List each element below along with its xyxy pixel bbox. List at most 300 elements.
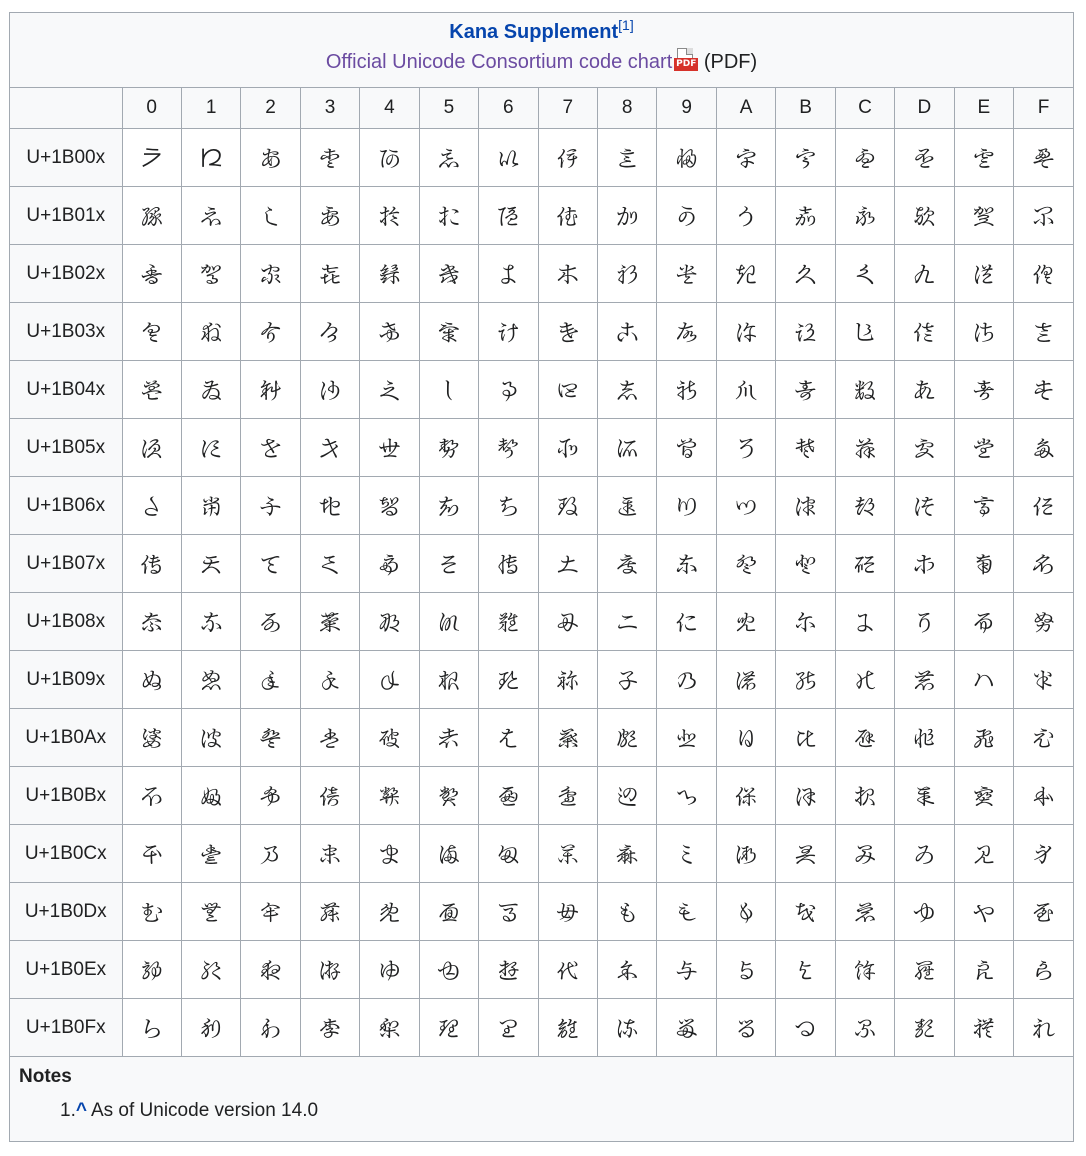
- character-cell[interactable]: 𛀲: [241, 303, 300, 361]
- character-cell[interactable]: 𛀵: [419, 303, 478, 361]
- character-cell[interactable]: 𛁡: [181, 477, 240, 535]
- character-cell[interactable]: 𛃰: [122, 999, 181, 1057]
- character-cell[interactable]: 𛀫: [776, 245, 835, 303]
- character-cell[interactable]: 𛀻: [776, 303, 835, 361]
- character-cell[interactable]: 𛃵: [419, 999, 478, 1057]
- character-cell[interactable]: 𛂓: [300, 651, 359, 709]
- character-cell[interactable]: 𛀠: [122, 245, 181, 303]
- character-cell[interactable]: 𛁱: [181, 535, 240, 593]
- character-cell[interactable]: 𛁴: [360, 535, 419, 593]
- character-cell[interactable]: 𛀍: [895, 129, 954, 187]
- character-cell[interactable]: 𛃯: [1014, 941, 1073, 999]
- character-cell[interactable]: 𛁣: [300, 477, 359, 535]
- character-cell[interactable]: 𛃩: [657, 941, 716, 999]
- character-cell[interactable]: 𛂉: [657, 593, 716, 651]
- character-cell[interactable]: 𛀘: [598, 187, 657, 245]
- character-cell[interactable]: 𛀱: [181, 303, 240, 361]
- character-cell[interactable]: 𛃆: [479, 825, 538, 883]
- character-cell[interactable]: 𛀶: [479, 303, 538, 361]
- character-cell[interactable]: 𛀑: [181, 187, 240, 245]
- character-cell[interactable]: 𛃔: [360, 883, 419, 941]
- character-cell[interactable]: 𛂶: [479, 767, 538, 825]
- character-cell[interactable]: 𛂊: [716, 593, 775, 651]
- character-cell[interactable]: 𛁇: [538, 361, 597, 419]
- character-cell[interactable]: 𛀹: [657, 303, 716, 361]
- character-cell[interactable]: 𛀀: [122, 129, 181, 187]
- character-cell[interactable]: 𛃉: [657, 825, 716, 883]
- character-cell[interactable]: 𛂖: [479, 651, 538, 709]
- row-header: U+1B01x: [10, 187, 122, 245]
- column-header: 3: [300, 88, 359, 129]
- character-cell[interactable]: 𛃦: [479, 941, 538, 999]
- character-cell[interactable]: 𛀃: [300, 129, 359, 187]
- character-cell[interactable]: 𛀼: [835, 303, 894, 361]
- character-cell[interactable]: 𛂍: [895, 593, 954, 651]
- character-cell[interactable]: 𛀊: [716, 129, 775, 187]
- character-cell[interactable]: 𛂄: [360, 593, 419, 651]
- character-cell[interactable]: 𛂲: [241, 767, 300, 825]
- character-cell[interactable]: 𛂳: [300, 767, 359, 825]
- character-cell[interactable]: 𛃠: [122, 941, 181, 999]
- chart-caption: [10, 13, 1073, 88]
- character-cell[interactable]: 𛂾: [954, 767, 1013, 825]
- character-cell[interactable]: 𛃸: [598, 999, 657, 1057]
- character-cell[interactable]: 𛃁: [181, 825, 240, 883]
- row-header: U+1B0Bx: [10, 767, 122, 825]
- character-cell[interactable]: 𛀩: [657, 245, 716, 303]
- character-cell[interactable]: 𛂞: [954, 651, 1013, 709]
- code-chart-link[interactable]: Official Unicode Consortium code chart: [325, 51, 673, 73]
- character-cell[interactable]: 𛀕: [419, 187, 478, 245]
- character-cell[interactable]: 𛀪: [716, 245, 775, 303]
- character-cell[interactable]: 𛁢: [241, 477, 300, 535]
- column-header: 7: [538, 88, 597, 129]
- character-cell[interactable]: 𛁄: [360, 361, 419, 419]
- character-cell[interactable]: 𛀽: [895, 303, 954, 361]
- character-cell[interactable]: 𛃅: [419, 825, 478, 883]
- character-cell[interactable]: 𛃄: [360, 825, 419, 883]
- character-cell[interactable]: 𛁦: [479, 477, 538, 535]
- character-cell[interactable]: 𛃡: [181, 941, 240, 999]
- character-cell[interactable]: 𛀮: [954, 245, 1013, 303]
- column-header: C: [835, 88, 894, 129]
- character-cell[interactable]: 𛂬: [835, 709, 894, 767]
- character-cell[interactable]: 𛁕: [419, 419, 478, 477]
- chart-title-line: [10, 18, 1073, 46]
- character-cell[interactable]: 𛁗: [538, 419, 597, 477]
- character-cell[interactable]: 𛂴: [360, 767, 419, 825]
- character-cell[interactable]: 𛁿: [1014, 535, 1073, 593]
- notes-list: [19, 1099, 1063, 1123]
- character-cell[interactable]: 𛁖: [479, 419, 538, 477]
- character-cell[interactable]: 𛁭: [895, 477, 954, 535]
- character-cell[interactable]: 𛃌: [835, 825, 894, 883]
- character-cell[interactable]: 𛁨: [598, 477, 657, 535]
- character-cell[interactable]: 𛃋: [776, 825, 835, 883]
- pdf-label: (PDF): [703, 51, 758, 73]
- character-cell[interactable]: 𛂙: [657, 651, 716, 709]
- character-cell[interactable]: 𛁲: [241, 535, 300, 593]
- character-cell[interactable]: 𛁛: [776, 419, 835, 477]
- character-cell[interactable]: 𛂺: [716, 767, 775, 825]
- character-cell[interactable]: 𛀒: [241, 187, 300, 245]
- character-cell[interactable]: 𛁀: [122, 361, 181, 419]
- character-cell[interactable]: 𛁉: [657, 361, 716, 419]
- column-header: F: [1014, 88, 1073, 129]
- character-cell[interactable]: 𛂫: [776, 709, 835, 767]
- column-header: E: [954, 88, 1013, 129]
- character-cell[interactable]: 𛃕: [419, 883, 478, 941]
- character-cell[interactable]: 𛃝: [895, 883, 954, 941]
- character-cell[interactable]: 𛀄: [360, 129, 419, 187]
- character-cell[interactable]: 𛂡: [181, 709, 240, 767]
- character-cell[interactable]: 𛂗: [538, 651, 597, 709]
- character-cell[interactable]: 𛂘: [598, 651, 657, 709]
- character-cell[interactable]: 𛃥: [419, 941, 478, 999]
- character-cell[interactable]: 𛁅: [419, 361, 478, 419]
- character-cell[interactable]: 𛀗: [538, 187, 597, 245]
- character-cell[interactable]: 𛃢: [241, 941, 300, 999]
- character-cell[interactable]: 𛁞: [954, 419, 1013, 477]
- character-cell[interactable]: 𛂌: [835, 593, 894, 651]
- character-cell[interactable]: 𛂝: [895, 651, 954, 709]
- table-row: [10, 651, 1073, 709]
- character-cell[interactable]: 𛂤: [360, 709, 419, 767]
- character-cell[interactable]: 𛃱: [181, 999, 240, 1057]
- character-cell[interactable]: 𛂕: [419, 651, 478, 709]
- table-row: [10, 187, 1073, 245]
- character-cell[interactable]: 𛀯: [1014, 245, 1073, 303]
- character-cell[interactable]: 𛂵: [419, 767, 478, 825]
- character-cell[interactable]: 𛀏: [1014, 129, 1073, 187]
- character-cell[interactable]: 𛀺: [716, 303, 775, 361]
- character-cell[interactable]: 𛀙: [657, 187, 716, 245]
- character-cell[interactable]: 𛂰: [122, 767, 181, 825]
- character-cell[interactable]: 𛀇: [538, 129, 597, 187]
- character-cell[interactable]: 𛃎: [954, 825, 1013, 883]
- character-cell[interactable]: 𛂹: [657, 767, 716, 825]
- character-cell[interactable]: 𛀅: [419, 129, 478, 187]
- character-cell[interactable]: 𛃜: [835, 883, 894, 941]
- character-cell[interactable]: 𛀬: [835, 245, 894, 303]
- character-cell[interactable]: 𛂂: [241, 593, 300, 651]
- character-cell[interactable]: 𛀳: [300, 303, 359, 361]
- character-cell[interactable]: 𛂁: [181, 593, 240, 651]
- character-cell[interactable]: 𛁝: [895, 419, 954, 477]
- character-cell[interactable]: 𛂈: [598, 593, 657, 651]
- character-cell[interactable]: 𛁑: [181, 419, 240, 477]
- character-cell[interactable]: 𛁊: [716, 361, 775, 419]
- character-cell[interactable]: 𛃖: [479, 883, 538, 941]
- character-cell[interactable]: 𛁧: [538, 477, 597, 535]
- character-cell[interactable]: 𛂨: [598, 709, 657, 767]
- character-cell[interactable]: 𛂅: [419, 593, 478, 651]
- table-row: [10, 303, 1073, 361]
- character-cell[interactable]: 𛃘: [598, 883, 657, 941]
- character-cell[interactable]: 𛃴: [360, 999, 419, 1057]
- row-header: U+1B09x: [10, 651, 122, 709]
- character-cell[interactable]: 𛁈: [598, 361, 657, 419]
- character-cell[interactable]: 𛁹: [657, 535, 716, 593]
- note-backlink[interactable]: ^: [75, 1100, 87, 1121]
- character-cell[interactable]: 𛀴: [360, 303, 419, 361]
- character-cell[interactable]: 𛂩: [657, 709, 716, 767]
- character-cell[interactable]: 𛃳: [300, 999, 359, 1057]
- character-cell[interactable]: 𛁋: [776, 361, 835, 419]
- character-cell[interactable]: 𛂿: [1014, 767, 1073, 825]
- character-cell[interactable]: 𛂋: [776, 593, 835, 651]
- character-cell[interactable]: 𛃗: [538, 883, 597, 941]
- column-header: 8: [598, 88, 657, 129]
- character-cell[interactable]: 𛀚: [716, 187, 775, 245]
- character-cell[interactable]: 𛃹: [657, 999, 716, 1057]
- character-cell[interactable]: 𛃤: [360, 941, 419, 999]
- character-cell[interactable]: 𛃼: [835, 999, 894, 1057]
- character-cell[interactable]: 𛃬: [835, 941, 894, 999]
- character-cell[interactable]: 𛁼: [835, 535, 894, 593]
- character-cell[interactable]: 𛂮: [954, 709, 1013, 767]
- character-cell[interactable]: 𛁬: [835, 477, 894, 535]
- row-header: U+1B06x: [10, 477, 122, 535]
- column-header: 2: [241, 88, 300, 129]
- column-header: 9: [657, 88, 716, 129]
- character-cell[interactable]: 𛃛: [776, 883, 835, 941]
- character-cell[interactable]: 𛂏: [1014, 593, 1073, 651]
- character-cell[interactable]: 𛂟: [1014, 651, 1073, 709]
- character-cell[interactable]: 𛁔: [360, 419, 419, 477]
- kana-supplement-chart: [9, 12, 1074, 1142]
- character-cell[interactable]: 𛁃: [300, 361, 359, 419]
- character-cell[interactable]: 𛀈: [598, 129, 657, 187]
- character-cell[interactable]: 𛁜: [835, 419, 894, 477]
- row-header: U+1B08x: [10, 593, 122, 651]
- character-cell[interactable]: 𛁙: [657, 419, 716, 477]
- character-cell[interactable]: 𛀣: [300, 245, 359, 303]
- character-cell[interactable]: 𛂷: [538, 767, 597, 825]
- character-cell[interactable]: 𛃂: [241, 825, 300, 883]
- character-cell[interactable]: 𛂸: [598, 767, 657, 825]
- character-cell[interactable]: 𛀸: [598, 303, 657, 361]
- character-cell[interactable]: 𛃐: [122, 883, 181, 941]
- character-cell[interactable]: 𛂆: [479, 593, 538, 651]
- character-cell[interactable]: 𛂣: [300, 709, 359, 767]
- character-cell[interactable]: 𛁽: [895, 535, 954, 593]
- table-row: [10, 129, 1073, 187]
- character-cell[interactable]: 𛁎: [954, 361, 1013, 419]
- character-cell[interactable]: 𛃊: [716, 825, 775, 883]
- character-cell[interactable]: 𛁾: [954, 535, 1013, 593]
- table-row: [10, 767, 1073, 825]
- character-cell[interactable]: 𛁻: [776, 535, 835, 593]
- character-cell[interactable]: 𛁮: [954, 477, 1013, 535]
- character-cell[interactable]: 𛃟: [1014, 883, 1073, 941]
- row-header: U+1B0Ax: [10, 709, 122, 767]
- character-cell[interactable]: 𛃫: [776, 941, 835, 999]
- character-cell[interactable]: 𛁌: [835, 361, 894, 419]
- character-cell[interactable]: 𛂀: [122, 593, 181, 651]
- code-point-rows: [10, 129, 1073, 1057]
- character-cell[interactable]: 𛁓: [300, 419, 359, 477]
- code-point-table: [10, 88, 1073, 1057]
- column-header: 6: [479, 88, 538, 129]
- character-cell[interactable]: 𛂑: [181, 651, 240, 709]
- row-header: U+1B02x: [10, 245, 122, 303]
- character-cell[interactable]: 𛃀: [122, 825, 181, 883]
- character-cell[interactable]: 𛀧: [538, 245, 597, 303]
- character-cell[interactable]: 𛃇: [538, 825, 597, 883]
- character-cell[interactable]: 𛀆: [479, 129, 538, 187]
- character-cell[interactable]: 𛁚: [716, 419, 775, 477]
- character-cell[interactable]: 𛁐: [122, 419, 181, 477]
- character-cell[interactable]: 𛁥: [419, 477, 478, 535]
- character-cell[interactable]: 𛀓: [300, 187, 359, 245]
- character-cell[interactable]: 𛀢: [241, 245, 300, 303]
- character-cell[interactable]: 𛀡: [181, 245, 240, 303]
- row-header: U+1B05x: [10, 419, 122, 477]
- table-row: [10, 419, 1073, 477]
- character-cell[interactable]: 𛃣: [300, 941, 359, 999]
- character-cell[interactable]: 𛁩: [657, 477, 716, 535]
- character-cell[interactable]: 𛃍: [895, 825, 954, 883]
- character-cell[interactable]: 𛂎: [954, 593, 1013, 651]
- character-cell[interactable]: 𛂥: [419, 709, 478, 767]
- notes-section: [10, 1057, 1073, 1141]
- character-cell[interactable]: 𛀥: [419, 245, 478, 303]
- character-cell[interactable]: 𛀉: [657, 129, 716, 187]
- character-cell[interactable]: 𛀜: [835, 187, 894, 245]
- character-cell[interactable]: 𛀎: [954, 129, 1013, 187]
- character-cell[interactable]: 𛃾: [954, 999, 1013, 1057]
- character-cell[interactable]: 𛁍: [895, 361, 954, 419]
- character-cell[interactable]: 𛃺: [716, 999, 775, 1057]
- character-cell[interactable]: 𛃚: [716, 883, 775, 941]
- title-reference-link[interactable]: [1]: [618, 17, 634, 33]
- character-cell[interactable]: 𛂽: [895, 767, 954, 825]
- character-cell[interactable]: 𛃓: [300, 883, 359, 941]
- character-cell[interactable]: 𛃨: [598, 941, 657, 999]
- character-cell[interactable]: 𛃮: [954, 941, 1013, 999]
- character-cell[interactable]: 𛀤: [360, 245, 419, 303]
- character-cell[interactable]: 𛃈: [598, 825, 657, 883]
- character-cell[interactable]: 𛁷: [538, 535, 597, 593]
- character-cell[interactable]: 𛃻: [776, 999, 835, 1057]
- character-cell[interactable]: 𛃽: [895, 999, 954, 1057]
- character-cell[interactable]: 𛃭: [895, 941, 954, 999]
- character-cell[interactable]: 𛀂: [241, 129, 300, 187]
- character-cell[interactable]: 𛂧: [538, 709, 597, 767]
- character-cell[interactable]: 𛃏: [1014, 825, 1073, 883]
- character-cell[interactable]: 𛃪: [716, 941, 775, 999]
- character-cell[interactable]: 𛂦: [479, 709, 538, 767]
- character-cell[interactable]: 𛂱: [181, 767, 240, 825]
- character-cell[interactable]: 𛁶: [479, 535, 538, 593]
- table-row: [10, 941, 1073, 999]
- row-header: U+1B07x: [10, 535, 122, 593]
- character-cell[interactable]: 𛀦: [479, 245, 538, 303]
- character-cell[interactable]: 𛀁: [181, 129, 240, 187]
- character-cell[interactable]: 𛃿: [1014, 999, 1073, 1057]
- character-cell[interactable]: 𛂒: [241, 651, 300, 709]
- character-cell[interactable]: 𛃷: [538, 999, 597, 1057]
- row-header: U+1B03x: [10, 303, 122, 361]
- character-cell[interactable]: 𛀋: [776, 129, 835, 187]
- character-cell[interactable]: 𛁁: [181, 361, 240, 419]
- character-cell[interactable]: 𛂭: [895, 709, 954, 767]
- table-row: [10, 999, 1073, 1057]
- table-row: [10, 535, 1073, 593]
- character-cell[interactable]: 𛃧: [538, 941, 597, 999]
- note-number: 1.: [60, 1100, 76, 1121]
- character-cell[interactable]: 𛃑: [181, 883, 240, 941]
- character-cell[interactable]: 𛃒: [241, 883, 300, 941]
- character-cell[interactable]: 𛂚: [716, 651, 775, 709]
- character-cell[interactable]: 𛁤: [360, 477, 419, 535]
- character-cell[interactable]: 𛀰: [122, 303, 181, 361]
- character-cell[interactable]: 𛀌: [835, 129, 894, 187]
- character-cell[interactable]: 𛂪: [716, 709, 775, 767]
- character-cell[interactable]: 𛂔: [360, 651, 419, 709]
- character-cell[interactable]: 𛁯: [1014, 477, 1073, 535]
- character-cell[interactable]: 𛁪: [716, 477, 775, 535]
- character-cell[interactable]: 𛁰: [122, 535, 181, 593]
- character-cell[interactable]: 𛁆: [479, 361, 538, 419]
- character-cell[interactable]: 𛀖: [479, 187, 538, 245]
- character-cell[interactable]: 𛀞: [954, 187, 1013, 245]
- character-cell[interactable]: 𛂼: [835, 767, 894, 825]
- character-cell[interactable]: 𛁟: [1014, 419, 1073, 477]
- character-cell[interactable]: 𛁳: [300, 535, 359, 593]
- row-header: U+1B0Dx: [10, 883, 122, 941]
- character-cell[interactable]: 𛃙: [657, 883, 716, 941]
- character-cell[interactable]: 𛃞: [954, 883, 1013, 941]
- character-cell[interactable]: 𛀿: [1014, 303, 1073, 361]
- row-header: U+1B00x: [10, 129, 122, 187]
- character-cell[interactable]: 𛀟: [1014, 187, 1073, 245]
- character-cell[interactable]: 𛀾: [954, 303, 1013, 361]
- character-cell[interactable]: 𛁂: [241, 361, 300, 419]
- character-cell[interactable]: 𛀝: [895, 187, 954, 245]
- character-cell[interactable]: 𛁸: [598, 535, 657, 593]
- character-cell[interactable]: 𛂃: [300, 593, 359, 651]
- character-cell[interactable]: 𛁺: [716, 535, 775, 593]
- character-cell[interactable]: 𛃲: [241, 999, 300, 1057]
- character-cell[interactable]: 𛀐: [122, 187, 181, 245]
- character-cell[interactable]: 𛃶: [479, 999, 538, 1057]
- character-cell[interactable]: 𛂜: [835, 651, 894, 709]
- character-cell[interactable]: 𛂛: [776, 651, 835, 709]
- character-cell[interactable]: 𛀔: [360, 187, 419, 245]
- character-cell[interactable]: 𛁫: [776, 477, 835, 535]
- character-cell[interactable]: 𛀭: [895, 245, 954, 303]
- row-header: U+1B0Ex: [10, 941, 122, 999]
- character-cell[interactable]: 𛁏: [1014, 361, 1073, 419]
- character-cell[interactable]: 𛀨: [598, 245, 657, 303]
- character-cell[interactable]: 𛂠: [122, 709, 181, 767]
- character-cell[interactable]: 𛀷: [538, 303, 597, 361]
- character-cell[interactable]: 𛂯: [1014, 709, 1073, 767]
- character-cell[interactable]: 𛂇: [538, 593, 597, 651]
- character-cell[interactable]: 𛀛: [776, 187, 835, 245]
- character-cell[interactable]: 𛂐: [122, 651, 181, 709]
- character-cell[interactable]: 𛃃: [300, 825, 359, 883]
- character-cell[interactable]: 𛁘: [598, 419, 657, 477]
- character-cell[interactable]: 𛁒: [241, 419, 300, 477]
- character-cell[interactable]: 𛂢: [241, 709, 300, 767]
- character-cell[interactable]: 𛁵: [419, 535, 478, 593]
- column-header: 4: [360, 88, 419, 129]
- character-cell[interactable]: 𛁠: [122, 477, 181, 535]
- character-cell[interactable]: 𛂻: [776, 767, 835, 825]
